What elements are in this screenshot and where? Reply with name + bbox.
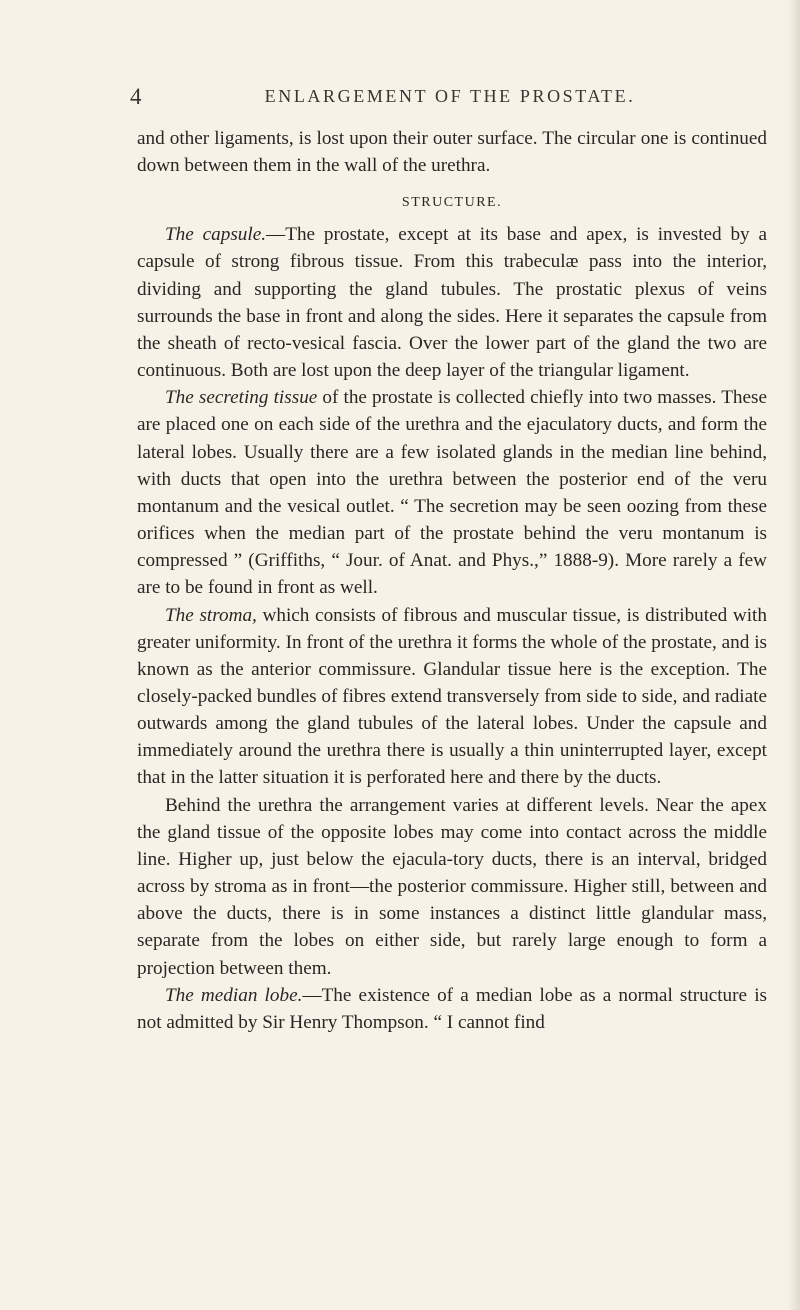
median-lead: The median lobe.	[165, 984, 303, 1006]
median-paragraph	[137, 982, 767, 1036]
capsule-text: —The prostate, except at its base and apex, is invested by a capsule of strong fibrous tissue. From this trabeculæ pass into the interior, dividing and supporting the gland tubules. The prostatic plexus of veins surrounds the base in front and along the sides. Here it separates the capsule from the sheath of recto-vesical fascia. Over the lower part of the gland the two are continuous. Both are lost upon the deep layer of the triangular ligament.	[137, 224, 767, 382]
capsule-paragraph	[137, 221, 767, 384]
running-head: ENLARGEMENT OF THE PROSTATE.	[264, 86, 636, 106]
secreting-text: of the prostate is collected chiefly into two masses. These are placed one on each side of the urethra and the ejaculatory ducts, and form the lateral lobes. Usually there are a few isolated glands in the median line behind, with ducts that open into the urethra between the posterior end of the veru montanum and the vesical outlet. “ The secretion may be seen oozing from these orifices when the median part of the prostate behind the veru montanum is compressed ” (Griffiths, “ Jour. of Anat. and Phys.,” 1888-9). More rarely a few are to be found in front as well.	[137, 387, 768, 599]
stroma-paragraph	[137, 602, 767, 792]
page-header	[130, 84, 770, 114]
behind-paragraph: Behind the urethra the arrangement varies at different levels. Near the apex the gland tissue of the opposite lobes may come into contact across the middle line. Higher up, just below the ejacula-tory ducts, there is an interval, bridged across by stroma as in front—the posterior commissure. Higher still, between and above the ducts, there is in some instances a distinct little glandular mass, separate from the lobes on either side, but rarely large enough to form a projection between them.	[137, 794, 767, 979]
stroma-text: which consists of fibrous and muscular tissue, is distributed with greater uniformity. In front of the urethra it forms the whole of the prostate, and is known as the anterior commissure. Glandular tissue here is the exception. The closely-packed bundles of fibres extend transversely from side to side, and radiate outwards among the gland tubules of the lateral lobes. Under the capsule and immediately around the urethra there is usually a thin uninterrupted layer, except that in the latter situation it is perforated here and there by the ducts.	[137, 604, 767, 789]
section-heading: STRUCTURE.	[401, 195, 503, 211]
page-edge-shadow	[788, 0, 800, 1310]
page-number: 4	[130, 84, 142, 109]
median-text: —The existence of a median lobe as a normal structure is not admitted by Sir Henry Thompson. “ I cannot find	[137, 984, 767, 1033]
secreting-lead: The secreting tissue	[165, 387, 318, 409]
secreting-paragraph	[137, 384, 767, 601]
intro-paragraph: and other ligaments, is lost upon their outer surface. The circular one is continued down between them in the wall of the urethra.	[137, 128, 767, 177]
body-text	[137, 125, 767, 1036]
capsule-lead: The capsule.	[165, 224, 267, 246]
stroma-lead: The stroma,	[165, 604, 257, 626]
